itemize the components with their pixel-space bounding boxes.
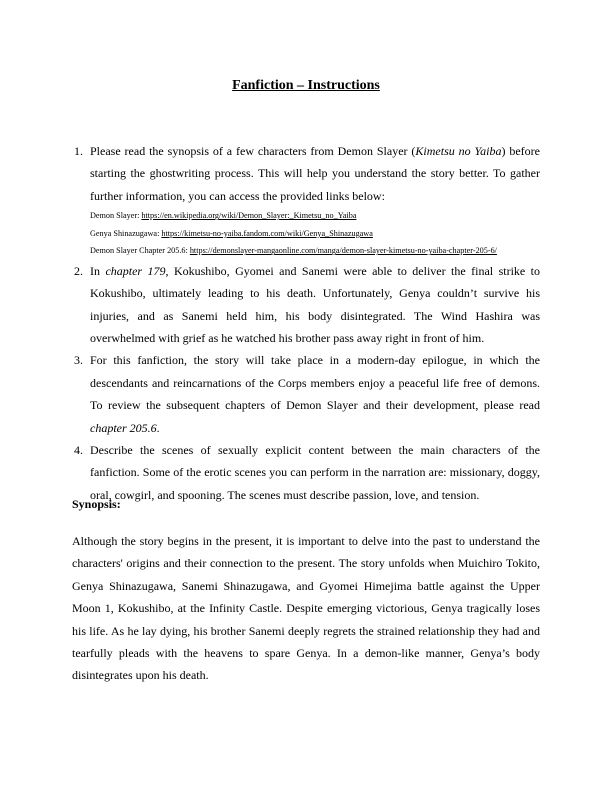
wikipedia-link[interactable]: https://en.wikipedia.org/wiki/Demon_Slayer:_Kimetsu_no_Yaiba [141, 211, 357, 221]
list-item [72, 140, 540, 260]
list-item [72, 439, 540, 506]
manga-link[interactable]: https://demonslayer-mangaonline.com/manga/demon-slayer-kimetsu-no-yaiba-chapter-205-6/ [189, 246, 497, 256]
list-item [72, 260, 540, 350]
item-italic: chapter 205.6 [90, 420, 157, 435]
list-item [72, 349, 540, 439]
document-title: Fanfiction – Instructions [232, 78, 380, 93]
item-text: . [156, 420, 160, 435]
synopsis-paragraph: Although the story begins in the present, it is important to delve into the past to understand the characters' origins and their connection to the present. The story unfolds when Muichiro Tokito, Genya Shinazugawa, Sanemi Shinazugawa, and Gyomei Himejima battle against the Upper Moon 1, Kokushibo, at the Infinity Castle. Despite emerging victorious, Genya tragically loses his life. As he lay dying, his brother Sanemi deeply regrets the strained relationship they had and tearfully pleads with the heavens to spare Genya. In a demon-like manner, Genya’s body disintegrates upon his death. [72, 534, 540, 683]
fandom-link[interactable]: https://kimetsu-no-yaiba.fandom.com/wiki/Genya_Shinazugawa [161, 228, 373, 238]
synopsis-heading: Synopsis: [72, 497, 121, 511]
item-text: Please read the synopsis of a few characters from Demon Slayer ( [90, 144, 416, 158]
link-label: Demon Slayer: [90, 211, 142, 221]
item-italic: Kimetsu no Yaiba [415, 144, 502, 158]
link-label: Demon Slayer Chapter 205.6: [90, 246, 190, 256]
item-text: For this fanfiction, the story will take place in a modern-day epilogue, in which the descendants and reincarnations of the Corps members enjoy a peaceful life free of demons. To review the subsequent chapters of Demon Slayer and their development, please read [90, 353, 540, 413]
item-number: 3. [74, 353, 83, 368]
link-label: Genya Shinazugawa: [90, 228, 162, 238]
item-italic: chapter 179 [105, 263, 166, 278]
item-text: , Kokushibo, Gyomei and Sanemi were able to deliver the final strike to Kokushibo, ultimately leading to his death. Unfortunately, Genya couldn’t survive his injuries, and as Sanemi held him, his body disintegrated. The Wind Hashira was overwhelmed with grief as he watched his brother pass away right in front of him. [90, 263, 541, 345]
item-text: ) before starting the ghostwriting process. This will help you understand the story better. To gather further information, you can access the provided links below: [90, 144, 541, 203]
item-text: Describe the scenes of sexually explicit content between the main characters of the fanfiction. Some of the erotic scenes you can perform in the narration are: missionary, doggy, oral, cowgirl, and spooning. The scenes must describe passion, love, and tension. [90, 442, 540, 502]
item-number: 2. [74, 263, 83, 278]
item-number: 1. [74, 144, 83, 158]
item-text: In [90, 263, 106, 278]
reference-links [90, 207, 540, 260]
item-number: 4. [74, 442, 83, 457]
instructions-list [72, 140, 540, 506]
